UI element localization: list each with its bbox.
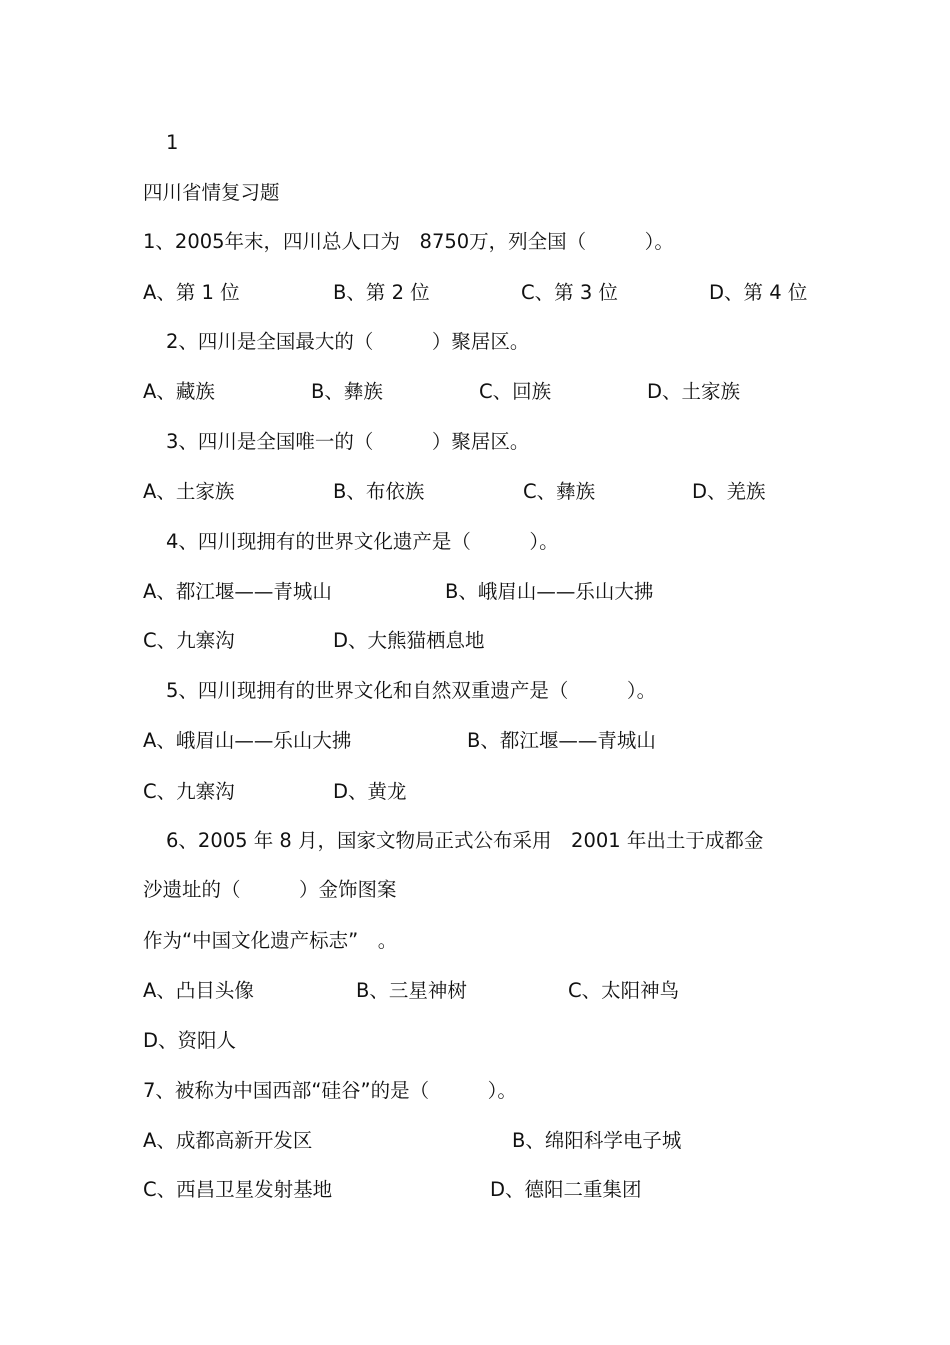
question-1-stem: 1、2005年末，四川总人口为 8750万，列全国（ ）。 xyxy=(143,230,674,253)
question-5-stem: 5、四川现拥有的世界文化和自然双重遗产是（ ）。 xyxy=(166,679,657,702)
question-4-option-d: D、大熊猫栖息地 xyxy=(333,629,485,652)
question-6-option-d: D、资阳人 xyxy=(143,1029,237,1052)
page-number: 1 xyxy=(166,131,179,154)
question-5-option-c: C、九寨沟 xyxy=(143,780,235,803)
question-5-option-b: B、都江堰——青城山 xyxy=(467,729,656,752)
question-3-option-b: B、布依族 xyxy=(333,480,425,503)
question-7-option-d: D、德阳二重集团 xyxy=(490,1178,642,1201)
question-2-option-d: D、土家族 xyxy=(647,380,741,403)
question-1-option-a: A、第 1 位 xyxy=(143,281,240,304)
question-4-stem: 4、四川现拥有的世界文化遗产是（ ）。 xyxy=(166,530,559,553)
question-1-option-c: C、第 3 位 xyxy=(521,281,618,304)
question-5-option-a: A、峨眉山——乐山大拂 xyxy=(143,729,352,752)
question-6-stem-line-1: 6、2005 年 8 月，国家文物局正式公布采用 2001 年出土于成都金 xyxy=(166,829,764,852)
question-4-option-c: C、九寨沟 xyxy=(143,629,235,652)
document-title: 四川省情复习题 xyxy=(143,181,280,204)
question-2-stem: 2、四川是全国最大的（ ）聚居区。 xyxy=(166,330,530,353)
question-6-stem-line-2: 沙遗址的（ ）金饰图案 xyxy=(143,878,397,901)
question-3-stem: 3、四川是全国唯一的（ ）聚居区。 xyxy=(166,430,530,453)
question-7-option-c: C、西昌卫星发射基地 xyxy=(143,1178,333,1201)
question-6-option-c: C、太阳神鸟 xyxy=(568,979,680,1002)
question-6-option-b: B、三星神树 xyxy=(356,979,467,1002)
question-6-stem-line-3: 作为“中国文化遗产标志” 。 xyxy=(143,929,398,952)
question-2-option-a: A、藏族 xyxy=(143,380,215,403)
question-5-option-d: D、黄龙 xyxy=(333,780,407,803)
question-1-option-b: B、第 2 位 xyxy=(333,281,430,304)
question-2-option-c: C、回族 xyxy=(479,380,552,403)
question-3-option-a: A、土家族 xyxy=(143,480,235,503)
question-3-option-d: D、羌族 xyxy=(692,480,766,503)
question-4-option-b: B、峨眉山——乐山大拂 xyxy=(445,580,654,603)
question-6-option-a: A、凸目头像 xyxy=(143,979,254,1002)
question-7-option-b: B、绵阳科学电子城 xyxy=(512,1129,682,1152)
question-7-option-a: A、成都高新开发区 xyxy=(143,1129,313,1152)
question-3-option-c: C、彝族 xyxy=(523,480,596,503)
question-1-option-d: D、第 4 位 xyxy=(709,281,808,304)
question-4-option-a: A、都江堰——青城山 xyxy=(143,580,332,603)
question-7-stem: 7、被称为中国西部“硅谷”的是（ ）。 xyxy=(143,1079,517,1102)
question-2-option-b: B、彝族 xyxy=(311,380,383,403)
